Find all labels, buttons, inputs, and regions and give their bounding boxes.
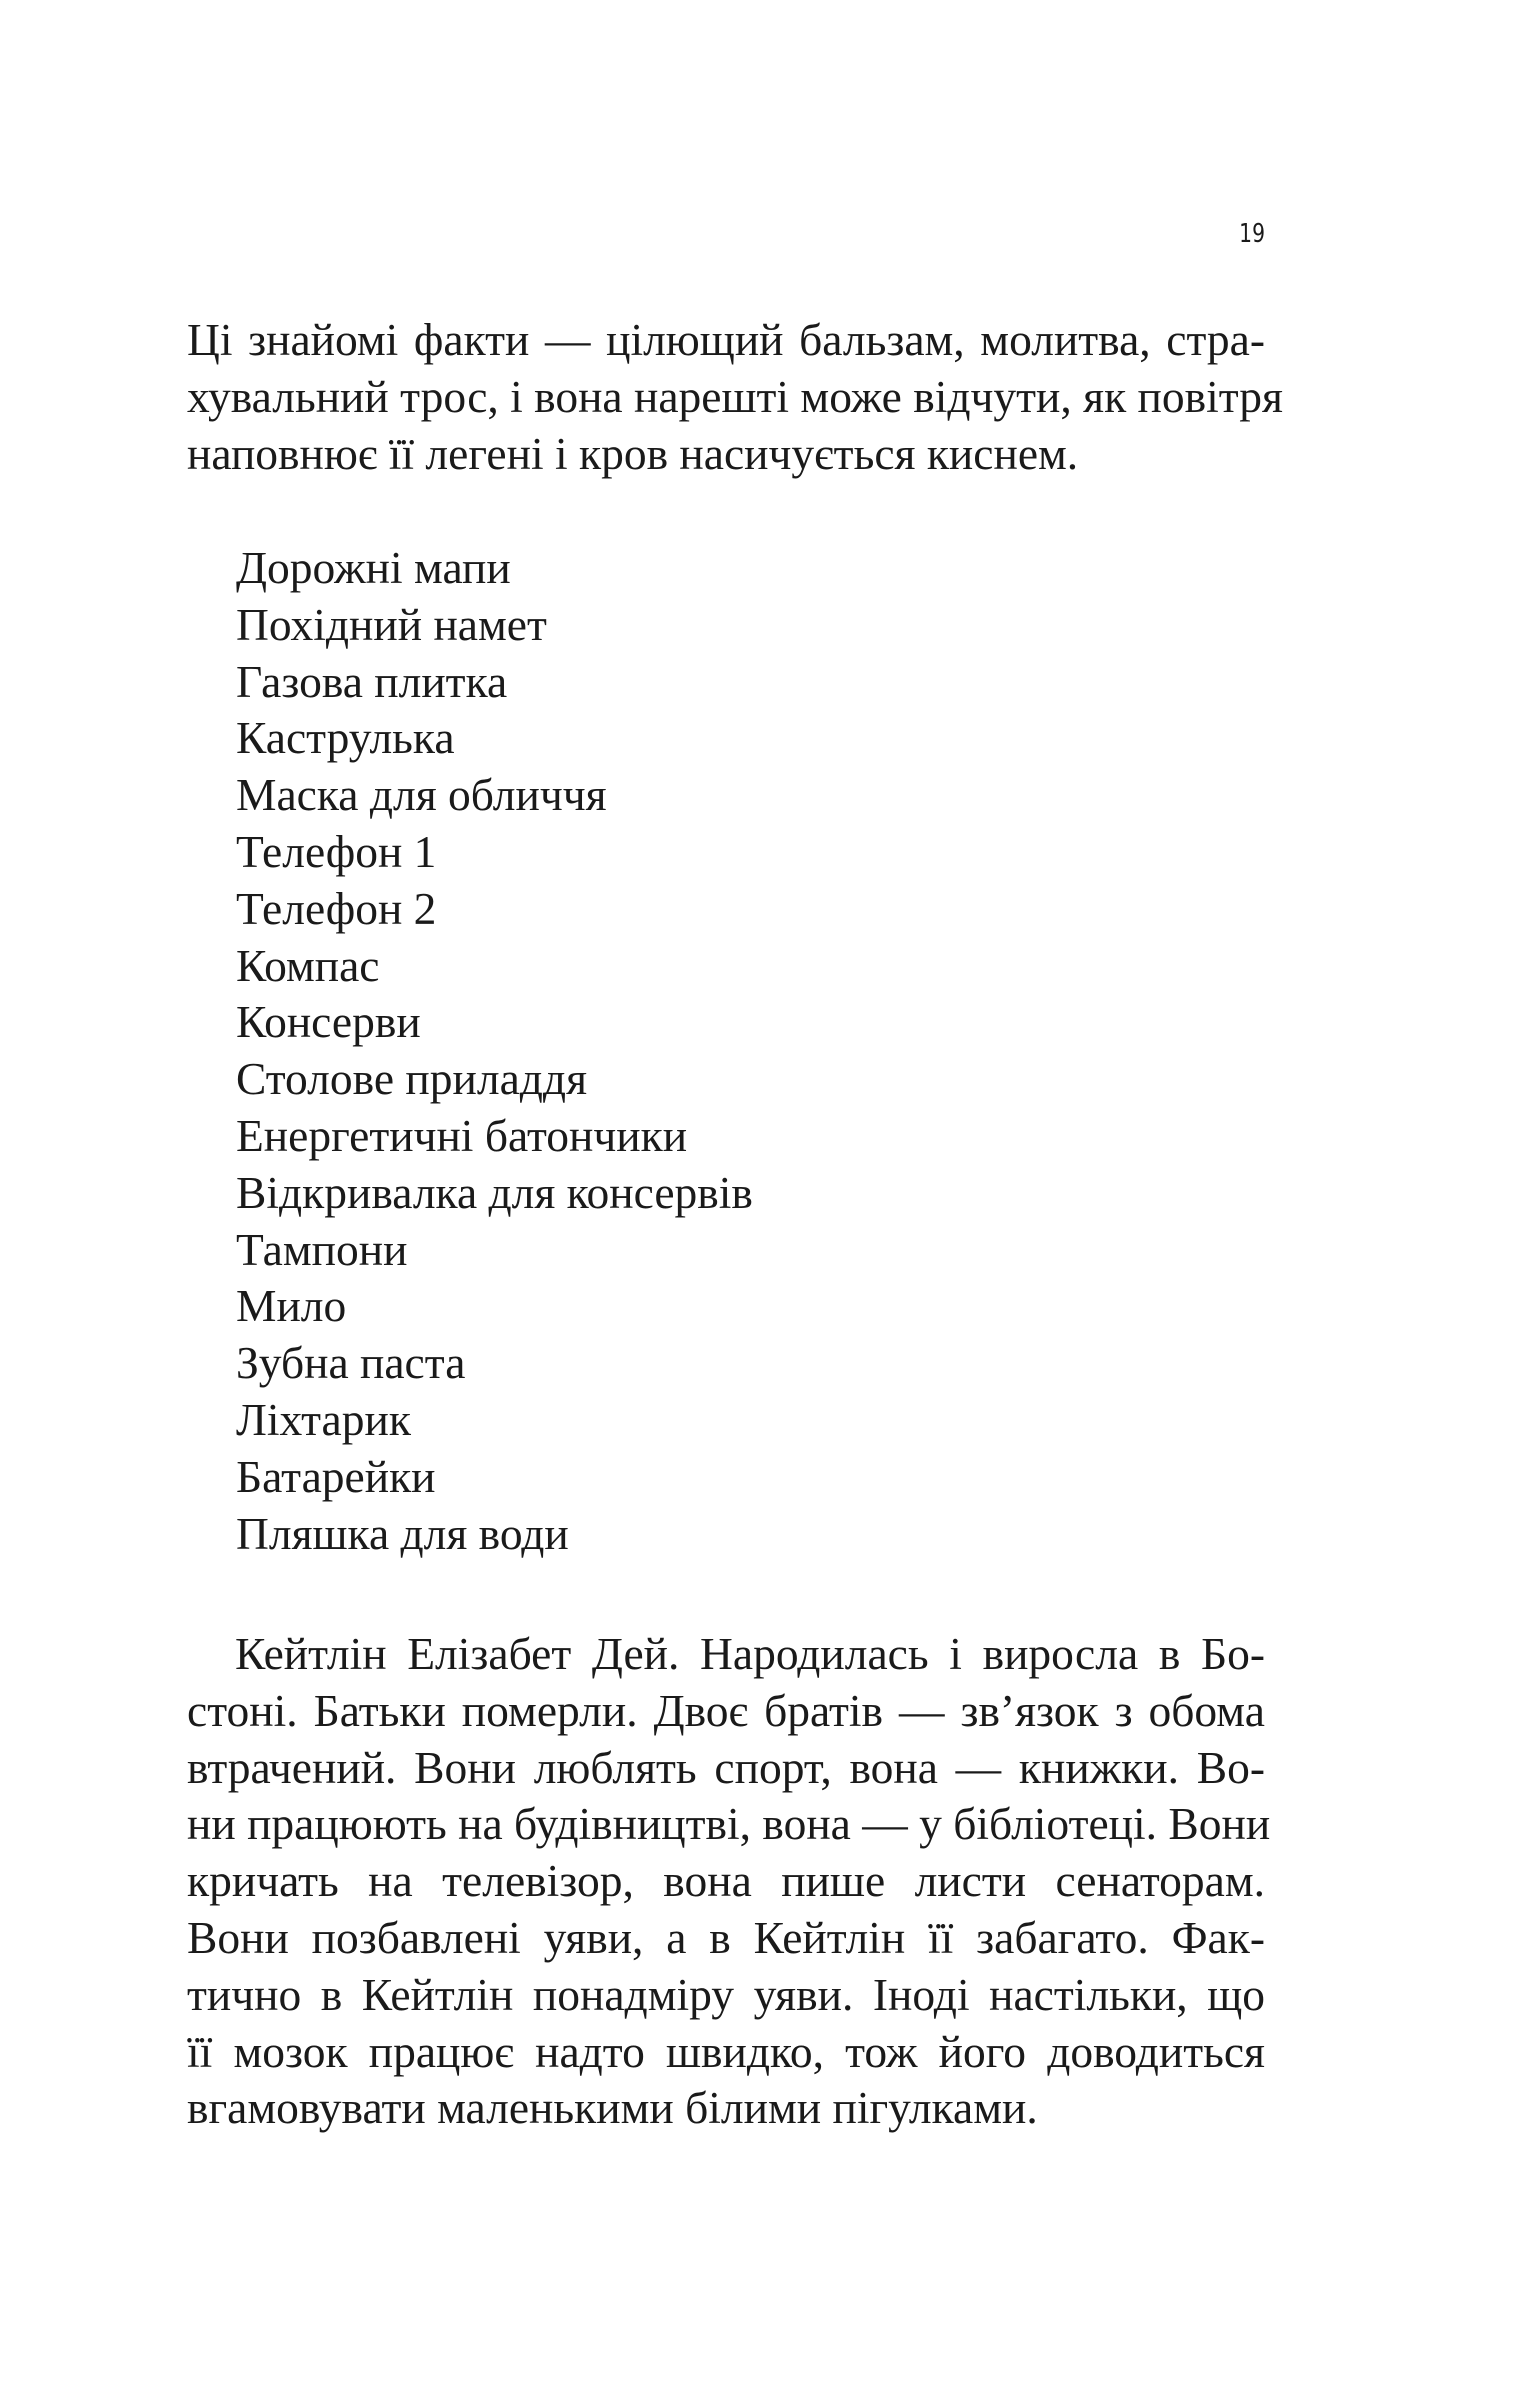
list-item: Похідний намет [236,598,547,650]
list-item: Енергетичні батончики [236,1109,688,1161]
list-item: Телефон 1 [236,825,437,877]
list-item: Мило [236,1280,347,1332]
list-item: Зубна паста [236,1337,466,1389]
intro-paragraph [187,312,1283,482]
paragraph-line: Вони позбавлені уяви, а в Кейтлін її забагато. Фак- [187,1911,1265,1963]
paragraph-line: ни працюють на будівництві, вона — у бібліотеці. Вони [187,1798,1271,1850]
list-item: Ліхтарик [236,1393,411,1445]
list-item: Телефон 2 [236,882,437,934]
paragraph-line: втрачений. Вони люблять спорт, вона — книжки. Во- [187,1741,1265,1793]
paragraph-line: Кейтлін Елізабет Дей. Народилась і виросла в Бо- [235,1628,1265,1679]
list-item: Каструлька [236,712,455,764]
supplies-list [236,540,753,1562]
biography-paragraph-text [187,1626,1271,2137]
paragraph-line: її мозок працює надто швидко, тож його доводиться [187,2025,1265,2077]
paragraph-line: вгамовувати маленькими білими пігулками. [187,2082,1038,2134]
list-item: Газова плитка [236,655,508,707]
biography-paragraph [187,1626,1271,2137]
list-item: Дорожні мапи [236,542,511,593]
paragraph-line: Ці знайомі факти — цілющий бальзам, молитва, стра- [187,314,1265,365]
paragraph-line: тично в Кейтлін понадміру уяви. Іноді настільки, що [187,1968,1265,2020]
page-number: 19 [1239,219,1265,249]
paragraph-line: кричать на телевізор, вона пише листи сенаторам. [187,1855,1265,1907]
list-item: Столове приладдя [236,1053,588,1105]
list-item: Тампони [236,1223,408,1275]
paragraph-line: хувальний трос, і вона нарешті може відчути, як повітря [187,370,1283,422]
list-item: Батарейки [236,1450,436,1502]
list-item: Консерви [236,996,421,1048]
list-item: Пляшка для води [236,1507,569,1559]
intro-paragraph-text [187,312,1283,482]
list-item: Відкривалка для консервів [236,1166,753,1218]
paragraph-line: наповнює її легені і кров насичується киснем. [187,427,1079,479]
list-item: Маска для обличчя [236,769,607,821]
list-item: Компас [236,939,380,991]
paragraph-line: стоні. Батьки померли. Двоє братів — зв’язок з обома [187,1684,1265,1736]
